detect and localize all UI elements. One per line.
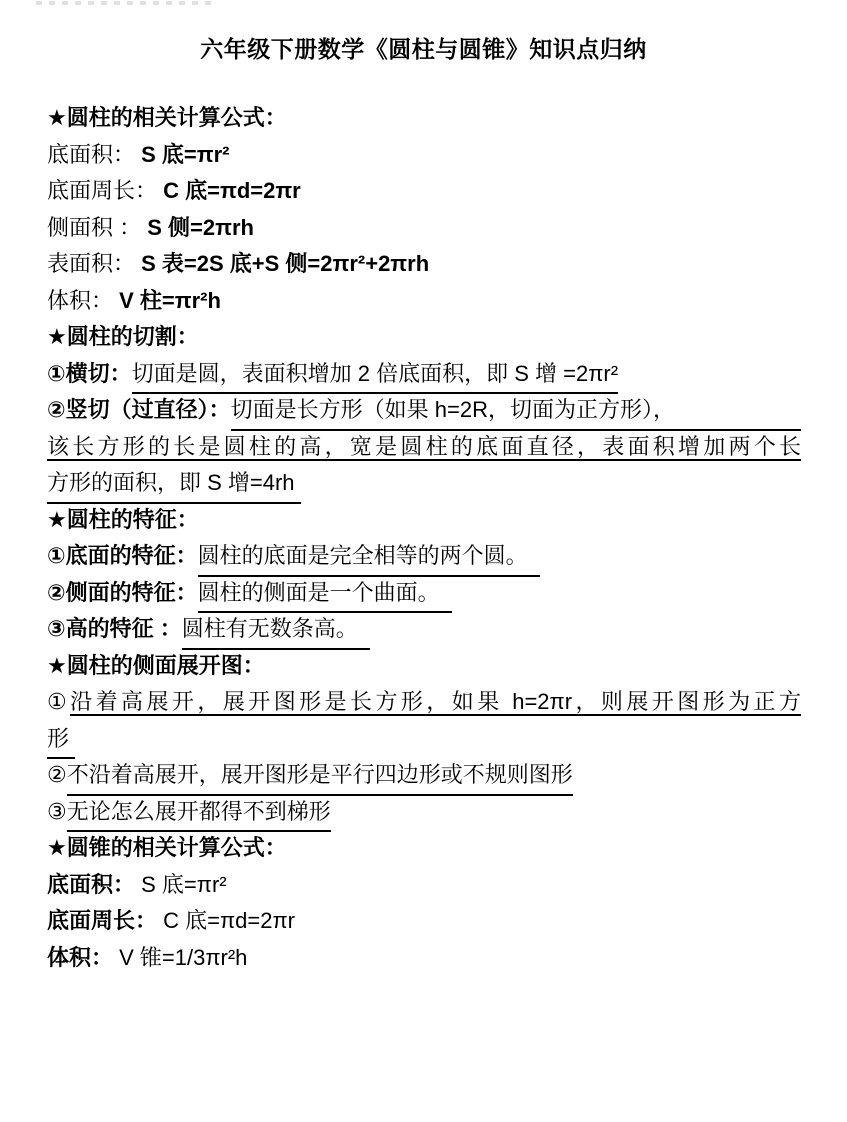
underlined-text: 圆柱的底面是完全相等的两个圆。 (198, 538, 540, 577)
line-cylinder-surface-area (47, 246, 801, 283)
plain-text: ③ (47, 798, 67, 824)
bold-text: 底面周长： (47, 908, 158, 933)
bold-text: 体积： (47, 944, 114, 970)
line-net-no-trapezoid (47, 794, 801, 831)
line-cylinder-base-circumference (47, 173, 801, 210)
plain-text: 表面积： (47, 251, 142, 276)
bold-text: ★圆柱的特征： (47, 506, 199, 532)
line-cylinder-lateral-area (47, 210, 801, 247)
line-cut-vertical-cont-1 (47, 429, 801, 466)
plain-text: ② (47, 762, 67, 787)
bold-text: ②侧面的特征： (47, 579, 198, 605)
heading-cylinder-cutting (47, 319, 801, 356)
bold-text: ★圆柱的切割： (47, 324, 199, 349)
plain-text: 底面周长： (47, 178, 164, 203)
bold-text: ②竖切（过直径）： (47, 397, 231, 422)
bold-text: ①横切： (47, 360, 132, 386)
line-feature-lateral (47, 575, 801, 612)
line-cut-vertical (47, 392, 801, 429)
plain-text: 侧面积 ： (47, 214, 148, 240)
line-cylinder-volume (47, 283, 801, 320)
document-body (47, 100, 801, 976)
bold-text: ①底面的特征： (47, 543, 198, 568)
line-cone-base-area (47, 867, 801, 904)
underlined-text: 圆柱有无数条高。 (182, 611, 370, 650)
line-net-not-along-height (47, 757, 801, 794)
bold-text: S 侧=2πrh (147, 214, 254, 240)
page-title: 六年级下册数学《圆柱与圆锥》知识点归纳 (200, 36, 647, 62)
heading-cylinder-features (47, 502, 801, 539)
underlined-text: 沿着高展开，展开图形是长方形，如果 h=2πr，则展开图形为正方 (70, 689, 801, 714)
line-net-along-height-cont (47, 721, 801, 758)
plain-text: ① (47, 689, 71, 714)
bold-text: ③高的特征 ： (47, 616, 182, 641)
line-cut-vertical-cont-2 (47, 465, 801, 502)
plain-text: 体积： (47, 287, 120, 313)
bold-text: S 表=2S 底+S 侧=2πr²+2πrh (141, 251, 430, 276)
underlined-text: 圆柱的侧面是一个曲面。 (198, 575, 452, 614)
underlined-text: 切面是长方形（如果 h=2R，切面为正方形）， (231, 392, 801, 431)
line-cone-base-circumference (47, 903, 801, 940)
underlined-text: 方形的面积，即 S 增=4rh (47, 465, 301, 504)
bold-text: ★圆柱的相关计算公式： (47, 105, 287, 130)
bold-text: C 底=πd=2πr (163, 178, 301, 203)
underlined-text: 该长方形的长是圆柱的高，宽是圆柱的底面直径，表面积增加两个长 (47, 433, 801, 459)
bold-text: V 柱=πr²h (119, 287, 221, 313)
bold-text: 底面积： (47, 871, 136, 897)
plain-text: V 锥=1/3πr²h (113, 944, 248, 970)
plain-text: S 底=πr² (135, 871, 227, 897)
underlined-text: 形 (47, 721, 75, 760)
heading-cone-formulas (47, 830, 801, 867)
bold-text: S 底=πr² (141, 141, 230, 167)
plain-text: 底面积： (47, 141, 142, 167)
heading-cylinder-formulas (47, 100, 801, 137)
line-cylinder-base-area (47, 137, 801, 174)
line-cut-horizontal (47, 356, 801, 393)
underlined-text: 不沿着高展开，展开图形是平行四边形或不规则图形 (67, 757, 573, 796)
bold-text: ★圆柱的侧面展开图： (47, 652, 265, 678)
line-feature-base (47, 538, 801, 575)
page-top-clipped-text-artifact (36, 1, 216, 5)
line-net-along-height (47, 684, 801, 721)
line-cone-volume (47, 940, 801, 977)
underlined-text: 切面是圆，表面积增加 2 倍底面积，即 S 增 =2πr² (132, 356, 618, 395)
plain-text: C 底=πd=2πr (157, 908, 295, 933)
heading-cylinder-net (47, 648, 801, 685)
bold-text: ★圆锥的相关计算公式： (47, 835, 287, 860)
underlined-text: 无论怎么展开都得不到梯形 (67, 794, 331, 833)
line-feature-height (47, 611, 801, 648)
